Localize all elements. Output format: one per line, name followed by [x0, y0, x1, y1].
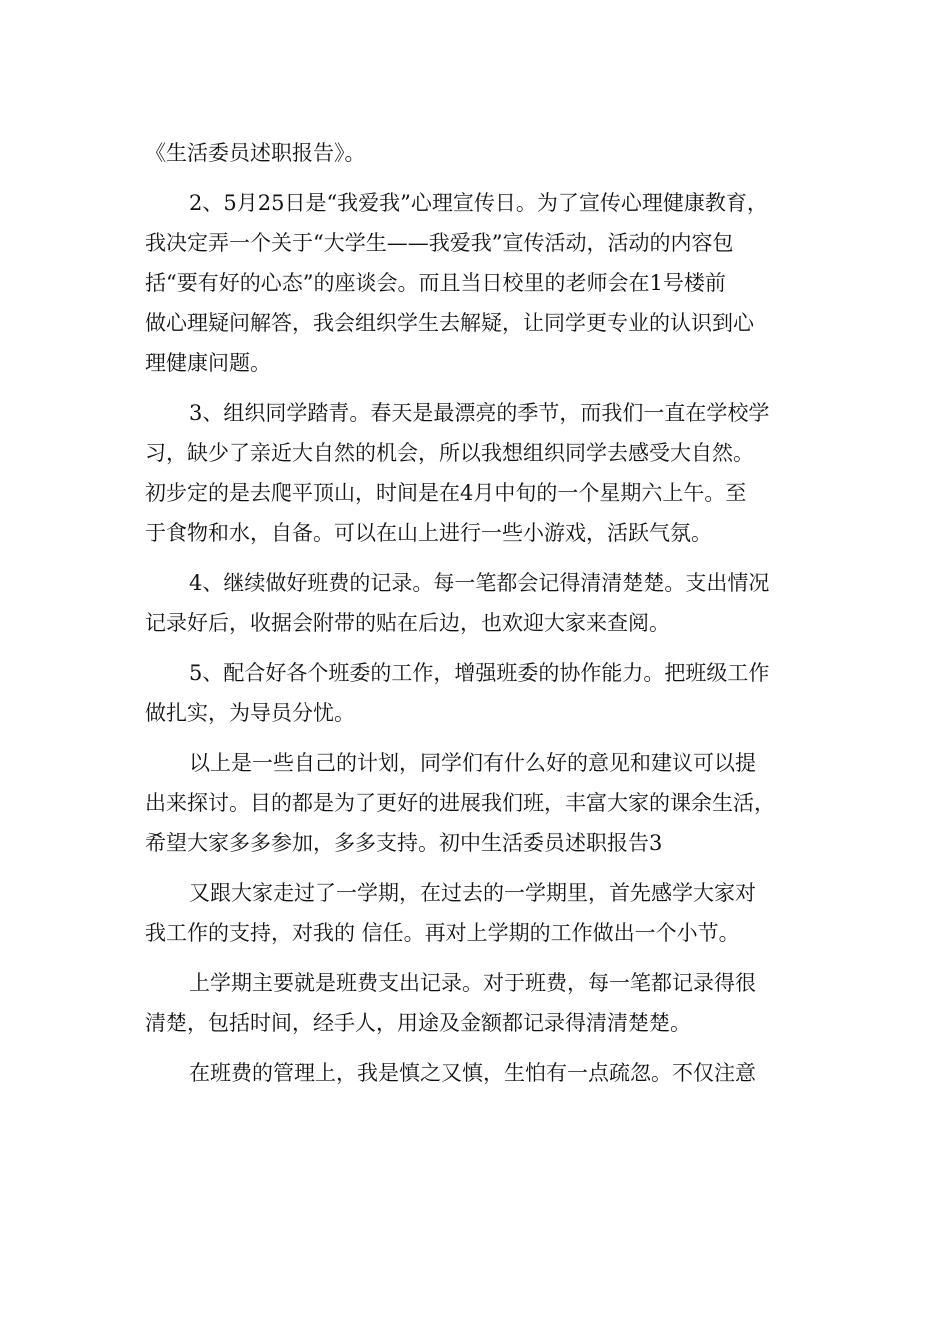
text-line: 4、继续做好班费的记录。每一笔都会记得清清楚楚。支出情况: [189, 571, 770, 595]
text-line: 出来探讨。目的都是为了更好的进展我们班，丰富大家的课余生活，: [145, 791, 775, 815]
text-line: 做扎实，为导员分忧。: [145, 701, 355, 725]
text-line: 上学期主要就是班费支出记录。对于班费，每一笔都记录得很: [189, 971, 756, 995]
text-line: 习，缺少了亲近大自然的机会，所以我想组织同学去感受大自然。: [145, 441, 754, 465]
text-line: 括“要有好的心态”的座谈会。而且当日校里的老师会在1号楼前: [145, 271, 726, 295]
text-line: 《生活委员述职报告》。: [145, 141, 366, 165]
text-line: 我工作的支持，对我的 信任。再对上学期的工作做出一个小节。: [145, 921, 740, 945]
document-body: [145, 133, 825, 1093]
text-line: 做心理疑问解答，我会组织学生去解疑，让同学更专业的认识到心: [145, 311, 754, 335]
text-line: 3、组织同学踏青。春天是最漂亮的季节，而我们一直在学校学: [189, 401, 770, 425]
text-line: 2、5月25日是“我爱我”心理宣传日。为了宣传心理健康教育，: [189, 191, 768, 215]
text-line: 我决定弄一个关于“大学生——我爱我”宣传活动，活动的内容包: [145, 231, 734, 255]
text-line: 希望大家多多参加，多多支持。初中生活委员述职报告3: [145, 831, 663, 855]
text-line: 清楚，包括时间，经手人，用途及金额都记录得清清楚楚。: [145, 1011, 691, 1035]
text-line: 在班费的管理上，我是慎之又慎，生怕有一点疏忽。不仅注意: [189, 1061, 756, 1085]
text-line: 于食物和水，自备。可以在山上进行一些小游戏，活跃气氛。: [145, 521, 712, 545]
text-line: 又跟大家走过了一学期，在过去的一学期里，首先感学大家对: [189, 881, 756, 905]
text-line: 理健康问题。: [145, 351, 271, 375]
text-line: 记录好后，收据会附带的贴在后边，也欢迎大家来查阅。: [145, 611, 670, 635]
text-line: 初步定的是去爬平顶山，时间是在4月中旬的一个星期六上午。至: [145, 481, 747, 505]
text-line: 5、配合好各个班委的工作，增强班委的协作能力。把班级工作: [189, 661, 770, 685]
text-line: 以上是一些自己的计划，同学们有什么好的意见和建议可以提: [189, 751, 756, 775]
